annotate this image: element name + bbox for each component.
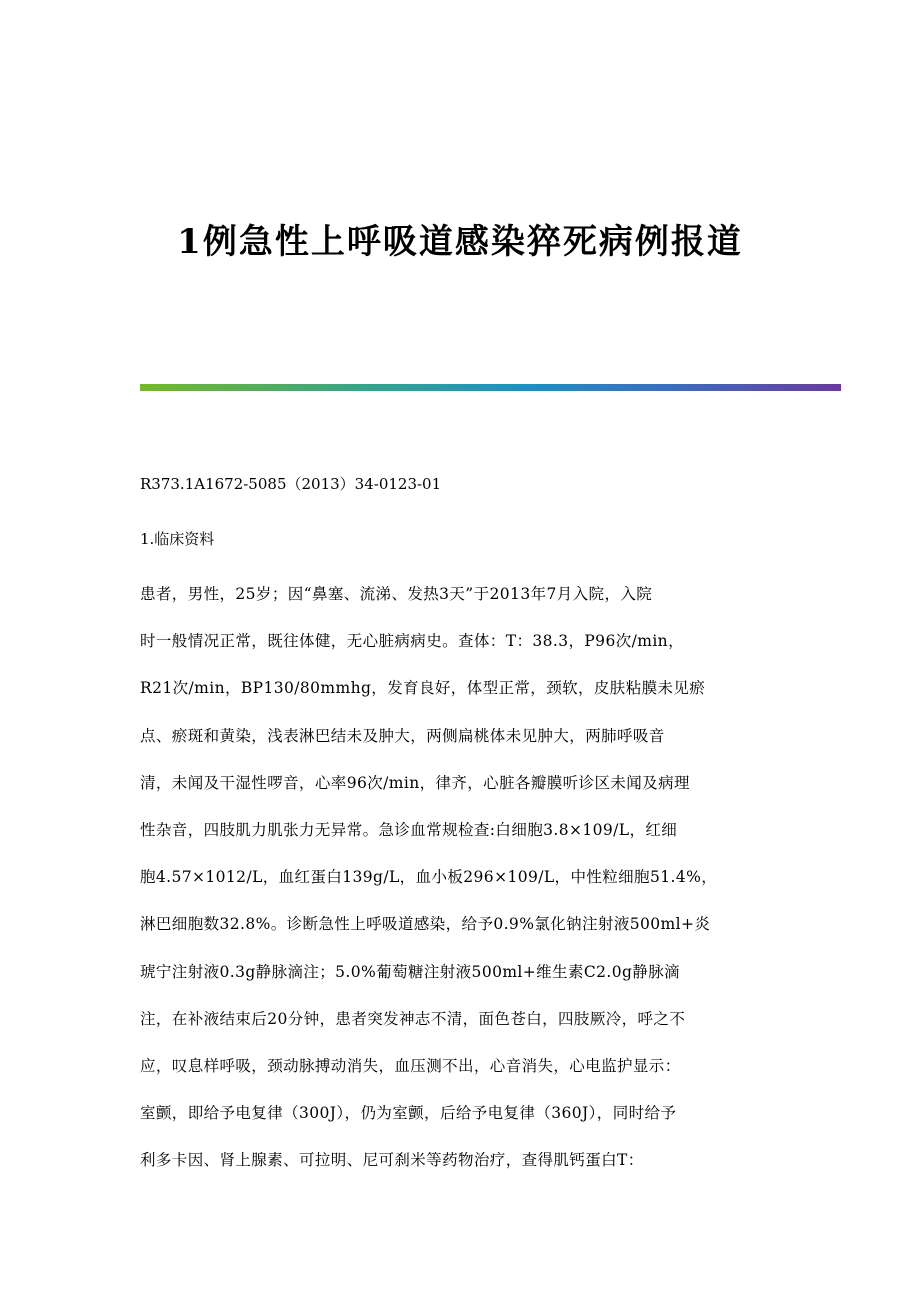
body-line: R21次/min，BP130/80mmhg，发育良好，体型正常，颈软，皮肤粘膜未见瘀 [140, 679, 706, 698]
body-line: 时一般情况正常，既往体健，无心脏病病史。查体：T：38.3，P96次/min， [140, 632, 684, 651]
body-line: 琥宁注射液0.3g静脉滴注；5.0%葡萄糖注射液500ml+维生素C2.0g静脉滴 [140, 962, 681, 981]
body-line: 性杂音，四肢肌力肌张力无异常。急诊血常规检查:白细胞3.8×109/L，红细 [140, 820, 678, 839]
document-title: 1例急性上呼吸道感染猝死病例报道 [177, 222, 743, 262]
body-line: 注，在补液结束后20分钟，患者突发神志不清，面色苍白，四肢厥冷，呼之不 [140, 1009, 686, 1028]
body-line: 患者，男性，25岁；因“鼻塞、流涕、发热3天”于2013年7月入院，入院 [140, 585, 653, 603]
body-line: 清，未闻及干湿性啰音，心率96次/min，律齐，心脏各瓣膜听诊区未闻及病理 [140, 773, 690, 792]
section-heading: 1.临床资料 [140, 530, 215, 548]
body-line: 利多卡因、肾上腺素、可拉明、尼可刹米等药物治疗，查得肌钙蛋白T： [140, 1151, 644, 1170]
body-line: 点、瘀斑和黄染，浅表淋巴结未及肿大，两侧扁桃体未见肿大，两肺呼吸音 [140, 726, 665, 745]
body-line: 应，叹息样呼吸，颈动脉搏动消失，血压测不出，心音消失，心电监护显示： [140, 1056, 681, 1075]
body-paragraph [140, 582, 785, 1195]
body-line: 胞4.57×1012/L，血红蛋白139g/L，血小板296×109/L，中性粒细胞51.4%， [140, 868, 718, 887]
classification-code: R373.1A1672-5085（2013）34-0123-01 [140, 475, 442, 493]
body-line: 淋巴细胞数32.8%。诊断急性上呼吸道感染，给予0.9%氯化钠注射液500ml+炎 [140, 915, 711, 934]
body-line: 室颤，即给予电复律（300J），仍为室颤，后给予电复律（360J），同时给予 [140, 1104, 677, 1123]
title-divider [140, 384, 841, 391]
